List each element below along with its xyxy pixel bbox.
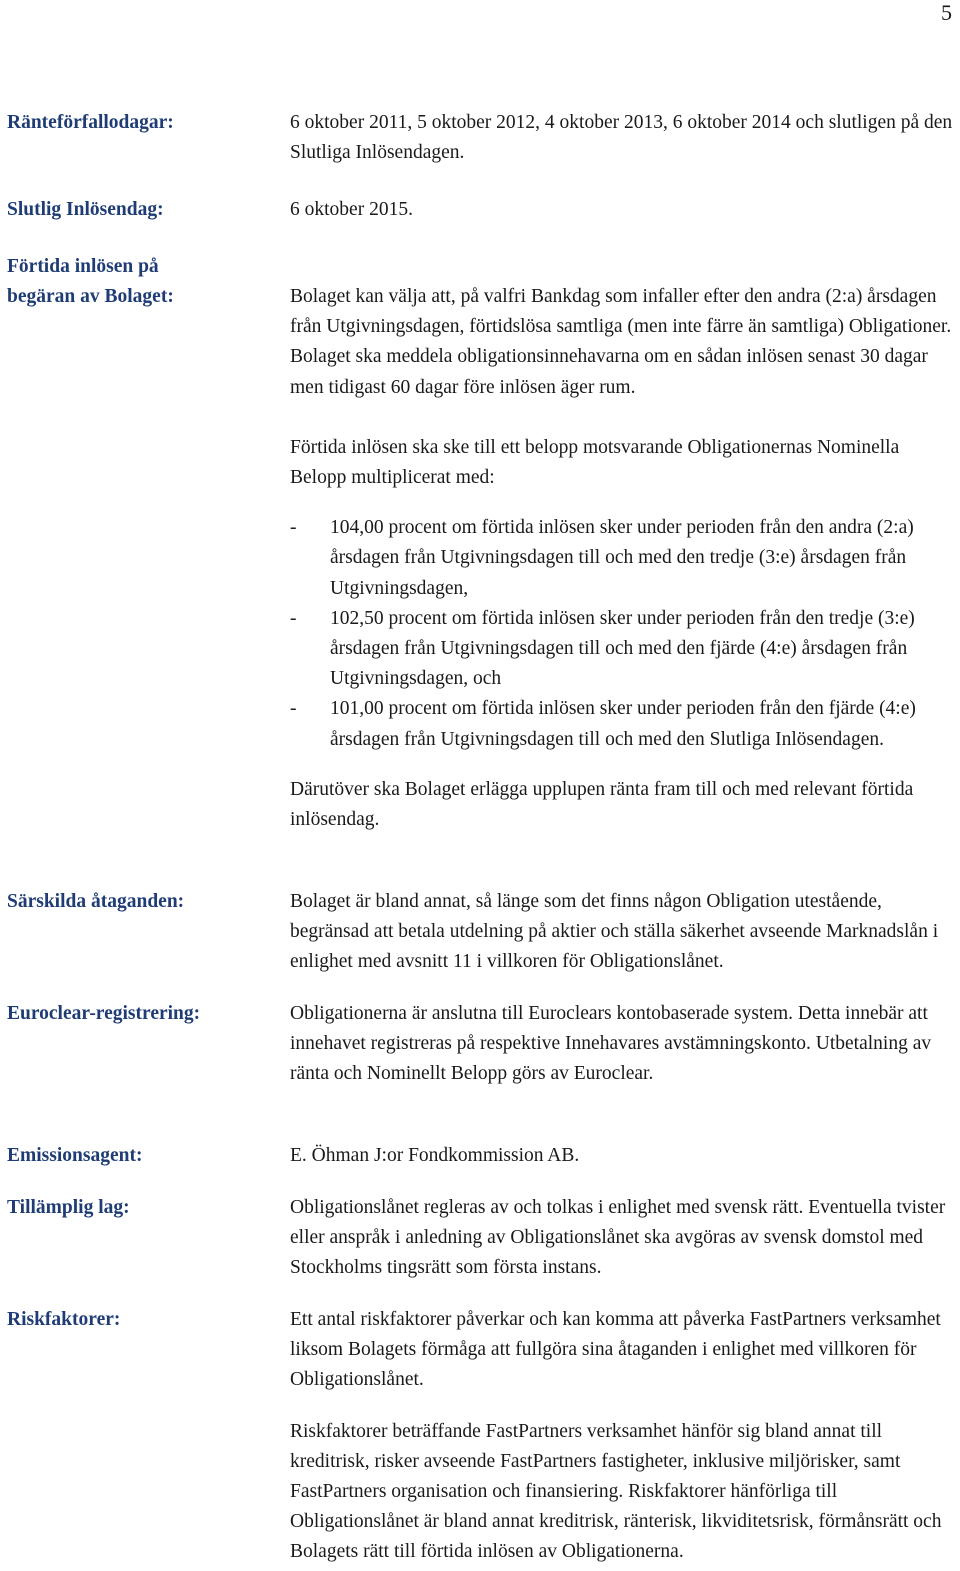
fortida-paragraph-3: Därutöver ska Bolaget erlägga upplupen ränta fram till och med relevant förtida inlösendag. <box>290 778 914 831</box>
fortida-label-line1: Förtida inlösen på <box>7 256 159 277</box>
term-label-tillamplig: Tillämplig lag: <box>7 1197 130 1218</box>
sarskilda-text: Bolaget är bland annat, så länge som det finns någon Obligation utestående, begränsad att betala utdelning på aktier och ställa säkerhet avseende Marknadslån i enlighet med avsnitt 11 i villkoren för Obligationslånet. <box>290 891 939 973</box>
emissionsagent-text: E. Öhman J:or Fondkommission AB. <box>290 1145 580 1166</box>
term-content-tillamplig <box>290 1193 955 1284</box>
euroclear-text: Obligationerna är anslutna till Euroclears kontobaserade system. Detta innebär att innehavet registreras på respektive Innehavares avstämningskonto. Utbetalning av ränta och Nominellt Belopp görs av Euroclear. <box>290 1003 932 1085</box>
list-item-text: 101,00 procent om förtida inlösen sker under perioden från den fjärde (4:e) årsdagen från Utgivningsdagen till och med den Slutliga Inlösendagen. <box>330 698 916 750</box>
riskfaktorer-paragraph-2: Riskfaktorer beträffande FastPartners verksamhet hänför sig bland annat till kreditrisk, risker avseende FastPartners fastigheter, inklusive miljörisker, samt FastPartners organisation och finansiering. Riskfaktorer hänförliga till Obligationslånet är bland annat kreditrisk, ränterisk, likviditetsrisk, förmånsrätt och Bolagets rätt till förtida inlösen av Obligationerna. <box>290 1420 942 1563</box>
term-label-sarskilda: Särskilda åtaganden: <box>7 891 185 912</box>
term-label-rantefor: Ränteförfallodagar: <box>7 112 174 133</box>
term-content-sarskilda <box>290 887 955 978</box>
term-label-euroclear: Euroclear-registrering: <box>7 1003 201 1024</box>
tillamplig-text: Obligationslånet regleras av och tolkas i enlighet med svensk rätt. Eventuella tvister eller anspråk i anledning av Obligationslånet ska avgöras av svensk domstol med Stockholms tingsrätt som första instans. <box>290 1197 946 1279</box>
term-content-euroclear <box>290 999 955 1090</box>
list-item-text: 104,00 procent om förtida inlösen sker under perioden från den andra (2:a) årsdagen från Utgivningsdagen till och med den tredje (3:e) årsdagen från Utgivningsdagen, <box>330 517 914 599</box>
dash-marker: - <box>290 517 297 539</box>
term-label-riskfaktorer: Riskfaktorer: <box>7 1309 121 1330</box>
term-content-emissionsagent <box>290 1141 955 1171</box>
term-label-emissionsagent: Emissionsagent: <box>7 1145 143 1166</box>
dash-marker: - <box>290 607 297 629</box>
fortida-label-line2: begäran av Bolaget: <box>7 286 174 307</box>
fortida-paragraph-2: Förtida inlösen ska ske till ett belopp motsvarande Obligationernas Nominella Belopp multiplicerat med: <box>290 436 900 489</box>
term-label-fortida <box>7 252 277 312</box>
page-number: 5 <box>941 0 952 25</box>
riskfaktorer-paragraph-1: Ett antal riskfaktorer påverkar och kan komma att påverka FastPartners verksamhet liksom Bolagets förmåga att fullgöra sina åtaganden i enlighet med villkoren för Obligationslånet. <box>290 1309 941 1391</box>
list-item-text: 102,50 procent om förtida inlösen sker under perioden från den tredje (3:e) årsdagen från Utgivningsdagen till och med den fjärde (4:e) årsdagen från Utgivningsdagen, och <box>330 607 915 690</box>
term-content-fortida <box>290 282 955 835</box>
term-content-rantefor <box>290 108 955 168</box>
term-content-riskfaktorer <box>290 1305 955 1568</box>
fortida-paragraph-1: Bolaget kan välja att, på valfri Bankdag som infaller efter den andra (2:a) årsdagen från Utgivningsdagen, förtidslösa samtliga (men inte färre än samtliga) Obligationer. Bolaget ska meddela obligationsinnehavarna om en sådan inlösen senast 30 dagar men tidigast 60 dagar före inlösen äger rum. <box>290 286 952 398</box>
list-item <box>290 604 955 695</box>
list-item <box>290 694 955 754</box>
term-content-slutlig <box>290 195 955 225</box>
dash-marker: - <box>290 698 297 720</box>
list-item <box>290 513 955 604</box>
rantefor-text: 6 oktober 2011, 5 oktober 2012, 4 oktober 2013, 6 oktober 2014 och slutligen på den Slutliga Inlösendagen. <box>290 112 953 164</box>
fortida-price-list <box>290 513 955 755</box>
term-label-slutlig: Slutlig Inlösendag: <box>7 199 164 220</box>
slutlig-text: 6 oktober 2015. <box>290 199 413 220</box>
